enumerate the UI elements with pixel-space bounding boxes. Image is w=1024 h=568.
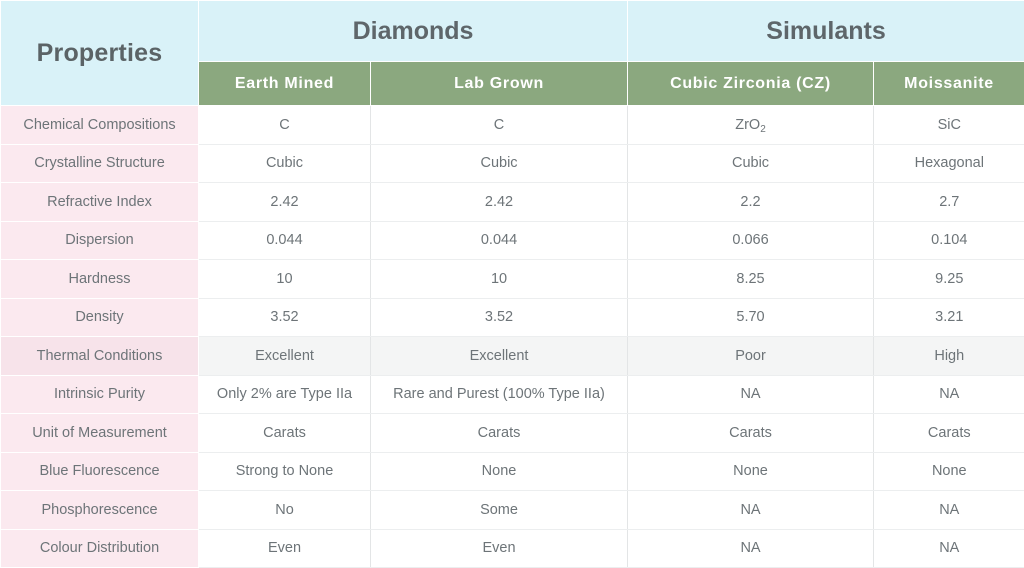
row-label: Intrinsic Purity (1, 375, 199, 414)
cell-value: Hexagonal (874, 144, 1024, 183)
row-label: Hardness (1, 260, 199, 299)
cell-value: High (874, 337, 1024, 376)
row-label: Chemical Compositions (1, 106, 199, 145)
cell-value: 2.2 (628, 183, 874, 222)
table-row (1, 221, 1024, 260)
cell-value: 0.044 (199, 221, 371, 260)
row-label: Unit of Measurement (1, 414, 199, 453)
row-label: Refractive Index (1, 183, 199, 222)
cell-value: 5.70 (628, 298, 874, 337)
cell-value: 0.066 (628, 221, 874, 260)
cell-value: 9.25 (874, 260, 1024, 299)
cell-value: NA (628, 529, 874, 568)
row-label: Thermal Conditions (1, 337, 199, 376)
cell-value: Poor (628, 337, 874, 376)
cell-value: 0.044 (371, 221, 628, 260)
cell-value: None (371, 452, 628, 491)
cell-value: Only 2% are Type IIa (199, 375, 371, 414)
cell-value: Carats (199, 414, 371, 453)
column-header-lab-grown: Lab Grown (371, 62, 628, 106)
table-row (1, 452, 1024, 491)
cell-value: Some (371, 491, 628, 530)
cell-value: 3.21 (874, 298, 1024, 337)
cell-value: C (199, 106, 371, 145)
row-label: Phosphorescence (1, 491, 199, 530)
cell-value: ZrO$_2$ (628, 106, 874, 145)
cell-value: None (874, 452, 1024, 491)
table-row (1, 414, 1024, 453)
cell-value: 2.42 (371, 183, 628, 222)
row-label: Colour Distribution (1, 529, 199, 568)
cell-value: 2.7 (874, 183, 1024, 222)
group-header-diamonds: Diamonds (199, 1, 628, 62)
cell-value: NA (874, 529, 1024, 568)
cell-value: NA (628, 375, 874, 414)
cell-value: NA (874, 491, 1024, 530)
properties-header-cell: Properties (1, 1, 199, 106)
cell-value: C (371, 106, 628, 145)
cell-value: NA (874, 375, 1024, 414)
table-row (1, 375, 1024, 414)
column-header-moissanite: Moissanite (874, 62, 1024, 106)
row-label: Dispersion (1, 221, 199, 260)
cell-value: 3.52 (199, 298, 371, 337)
table-row (1, 106, 1024, 145)
table-row (1, 491, 1024, 530)
cell-value: None (628, 452, 874, 491)
cell-value: Cubic (199, 144, 371, 183)
table-row (1, 337, 1024, 376)
cell-value: 10 (371, 260, 628, 299)
table-row (1, 183, 1024, 222)
cell-value: Carats (874, 414, 1024, 453)
table-row (1, 260, 1024, 299)
column-header-cubic-zirconia: Cubic Zirconia (CZ) (628, 62, 874, 106)
table-header-group-row (1, 1, 1024, 62)
cell-value: Rare and Purest (100% Type IIa) (371, 375, 628, 414)
cell-value: No (199, 491, 371, 530)
table-row (1, 144, 1024, 183)
cell-value: 2.42 (199, 183, 371, 222)
cell-value: Excellent (371, 337, 628, 376)
group-header-simulants: Simulants (628, 1, 1024, 62)
cell-value: 10 (199, 260, 371, 299)
row-label: Blue Fluorescence (1, 452, 199, 491)
cell-value: Carats (371, 414, 628, 453)
cell-value: 8.25 (628, 260, 874, 299)
cell-value: Even (371, 529, 628, 568)
table-row (1, 529, 1024, 568)
table-row (1, 298, 1024, 337)
column-header-earth-mined: Earth Mined (199, 62, 371, 106)
cell-value: NA (628, 491, 874, 530)
cell-value: Strong to None (199, 452, 371, 491)
row-label: Density (1, 298, 199, 337)
cell-value: Cubic (628, 144, 874, 183)
row-label: Crystalline Structure (1, 144, 199, 183)
cell-value: Excellent (199, 337, 371, 376)
cell-value: Cubic (371, 144, 628, 183)
cell-value: Carats (628, 414, 874, 453)
cell-value: 3.52 (371, 298, 628, 337)
cell-value: SiC (874, 106, 1024, 145)
cell-value: Even (199, 529, 371, 568)
cell-value: 0.104 (874, 221, 1024, 260)
